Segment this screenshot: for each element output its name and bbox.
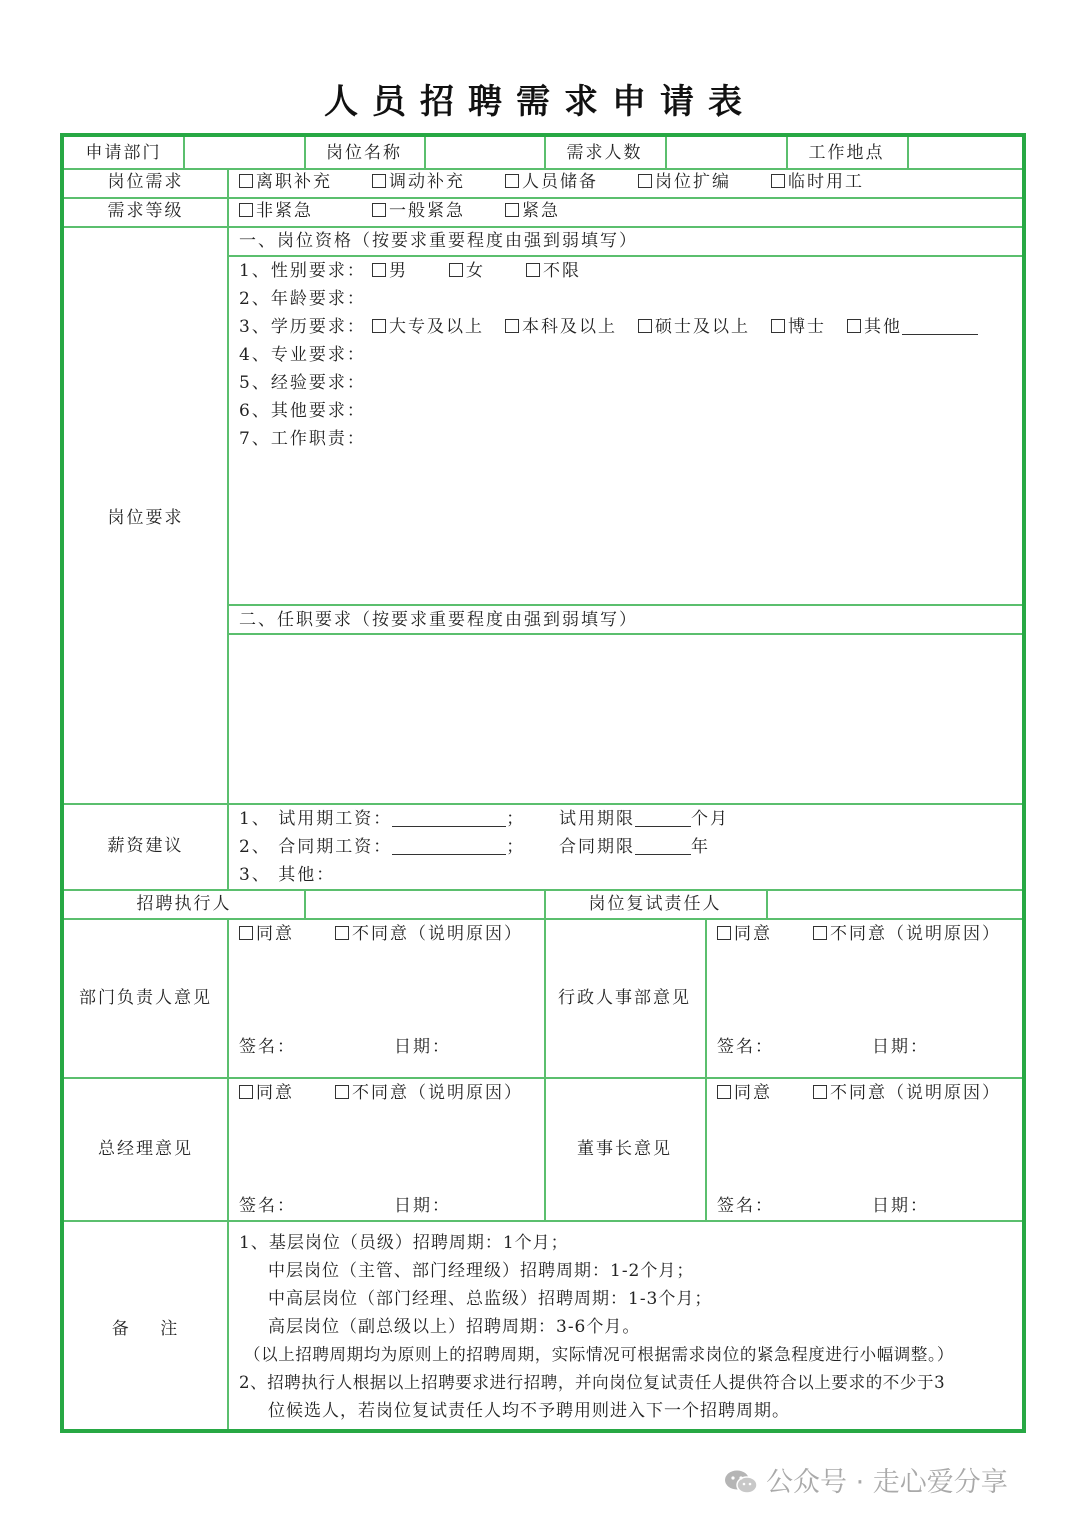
chairman-sign: 签名： <box>717 1196 774 1216</box>
demand-option-reserve[interactable]: 人员储备 <box>505 172 598 192</box>
demand-option-temp[interactable]: 临时用工 <box>771 172 864 192</box>
notes-line-1: 1、基层岗位（员级）招聘周期：1个月； <box>239 1233 569 1253</box>
probation-term-blank[interactable] <box>635 810 691 827</box>
gender-label: 1、性别要求： <box>239 261 366 281</box>
urgency-label: 需求等级 <box>107 201 184 221</box>
notes-line-5: （以上招聘周期均为原则上的招聘周期，实际情况可根据需求岗位的紧急程度进行小幅调整。） <box>244 1345 954 1364</box>
edu-option-master[interactable]: 硕士及以上 <box>638 317 750 337</box>
other-req-label: 6、其他要求： <box>239 401 366 421</box>
checkbox-icon <box>813 926 827 940</box>
section1-title: 一、岗位资格（按要求重要程度由强到弱填写） <box>239 231 638 251</box>
hr-agree[interactable]: 同意 <box>717 924 772 944</box>
watermark: 公众号 · 走心爱分享 <box>724 1460 1008 1499</box>
checkbox-icon <box>239 926 253 940</box>
contract-term-line: 合同期限 年 <box>559 837 710 857</box>
dept-head-opinion-label: 部门负责人意见 <box>79 988 212 1008</box>
gm-date: 日期： <box>394 1196 451 1216</box>
experience-label: 5、经验要求： <box>239 373 366 393</box>
hr-sign: 签名： <box>717 1037 774 1057</box>
headcount-label: 需求人数 <box>566 143 643 163</box>
checkbox-icon <box>771 319 785 333</box>
checkbox-icon <box>335 926 349 940</box>
checkbox-icon <box>335 1085 349 1099</box>
form-title: 人员招聘需求申请表 <box>324 82 756 122</box>
checkbox-icon <box>505 319 519 333</box>
reviewer-label: 岗位复试责任人 <box>588 894 722 914</box>
location-input[interactable] <box>908 139 1020 166</box>
probation-pay-blank[interactable] <box>392 810 506 827</box>
salary-label: 薪资建议 <box>107 836 184 856</box>
wechat-icon <box>724 1469 758 1495</box>
dept-input[interactable] <box>184 139 303 166</box>
notes-line-7: 位候选人，若岗位复试责任人均不予聘用则进入下一个招聘周期。 <box>268 1401 790 1421</box>
notes-line-3: 中高层岗位（部门经理、总监级）招聘周期：1-3个月； <box>268 1289 713 1309</box>
checkbox-icon <box>372 319 386 333</box>
location-label: 工作地点 <box>808 143 885 163</box>
gm-agree[interactable]: 同意 <box>239 1083 294 1103</box>
gm-opinion-label: 总经理意见 <box>98 1139 193 1159</box>
demand-option-resign[interactable]: 离职补充 <box>239 172 332 192</box>
position-input[interactable] <box>425 139 543 166</box>
contract-term-blank[interactable] <box>635 838 691 855</box>
executor-label: 招聘执行人 <box>136 894 232 914</box>
edu-other-blank[interactable] <box>902 318 978 335</box>
gender-option-female[interactable]: 女 <box>449 261 485 281</box>
checkbox-icon <box>526 263 540 277</box>
chairman-opinion-label: 董事长意见 <box>577 1139 672 1159</box>
checkbox-icon <box>847 319 861 333</box>
contract-pay-blank[interactable] <box>392 838 506 855</box>
checkbox-icon <box>717 926 731 940</box>
checkbox-icon <box>717 1085 731 1099</box>
demand-label: 岗位需求 <box>107 172 184 192</box>
dept-head-sign: 签名： <box>239 1037 296 1057</box>
notes-line-6: 2、招聘执行人根据以上招聘要求进行招聘，并向岗位复试责任人提供符合以上要求的不少于3 <box>239 1373 946 1392</box>
urgency-option-urgent[interactable]: 紧急 <box>505 201 560 221</box>
dept-head-agree[interactable]: 同意 <box>239 924 294 944</box>
notes-label: 备 注 <box>111 1319 180 1339</box>
gender-option-any[interactable]: 不限 <box>526 261 581 281</box>
dept-head-date: 日期： <box>394 1037 451 1057</box>
edu-option-other[interactable]: 其他 <box>847 317 978 337</box>
checkbox-icon <box>239 203 253 217</box>
probation-pay-line: 1、 试用期工资： ； <box>239 809 526 829</box>
notes-line-2: 中层岗位（主管、部门经理级）招聘周期：1-2个月； <box>268 1261 695 1281</box>
notes-line-4: 高层岗位（副总级以上）招聘周期：3-6个月。 <box>268 1317 641 1337</box>
contract-pay-line: 2、 合同期工资： ； <box>239 837 526 857</box>
executor-input[interactable] <box>306 891 542 917</box>
chairman-agree[interactable]: 同意 <box>717 1083 772 1103</box>
checkbox-icon <box>239 1085 253 1099</box>
urgency-option-normal[interactable]: 非紧急 <box>239 201 313 221</box>
checkbox-icon <box>771 174 785 188</box>
chairman-disagree[interactable]: 不同意（说明原因） <box>813 1083 1001 1103</box>
edu-option-bachelor[interactable]: 本科及以上 <box>505 317 617 337</box>
dept-label: 申请部门 <box>85 143 162 163</box>
section2-content-area[interactable] <box>229 635 1021 801</box>
edu-option-phd[interactable]: 博士 <box>771 317 826 337</box>
demand-option-expand[interactable]: 岗位扩编 <box>638 172 731 192</box>
edu-option-college[interactable]: 大专及以上 <box>372 317 484 337</box>
age-label: 2、年龄要求： <box>239 289 366 309</box>
checkbox-icon <box>449 263 463 277</box>
checkbox-icon <box>505 174 519 188</box>
hr-opinion-label: 行政人事部意见 <box>558 988 691 1008</box>
requirements-label: 岗位要求 <box>107 508 184 528</box>
salary-other-label: 3、 其他： <box>239 865 336 885</box>
demand-option-transfer[interactable]: 调动补充 <box>372 172 465 192</box>
edu-label: 3、学历要求： <box>239 317 366 337</box>
checkbox-icon <box>638 319 652 333</box>
gm-sign: 签名： <box>239 1196 296 1216</box>
gender-option-male[interactable]: 男 <box>372 261 408 281</box>
section2-title: 二、任职要求（按要求重要程度由强到弱填写） <box>239 610 638 630</box>
major-label: 4、专业要求： <box>239 345 366 365</box>
reviewer-input[interactable] <box>768 891 1020 917</box>
dept-head-disagree[interactable]: 不同意（说明原因） <box>335 924 523 944</box>
checkbox-icon <box>372 203 386 217</box>
probation-term-line: 试用期限 个月 <box>559 809 729 829</box>
form-frame <box>60 133 1026 1433</box>
hr-date: 日期： <box>872 1037 929 1057</box>
chairman-date: 日期： <box>872 1196 929 1216</box>
checkbox-icon <box>372 174 386 188</box>
duty-label: 7、工作职责： <box>239 429 366 449</box>
checkbox-icon <box>372 263 386 277</box>
hr-disagree[interactable]: 不同意（说明原因） <box>813 924 1001 944</box>
position-label: 岗位名称 <box>326 143 402 163</box>
checkbox-icon <box>239 174 253 188</box>
headcount-input[interactable] <box>666 139 785 166</box>
checkbox-icon <box>638 174 652 188</box>
checkbox-icon <box>505 203 519 217</box>
checkbox-icon <box>813 1085 827 1099</box>
gm-disagree[interactable]: 不同意（说明原因） <box>335 1083 523 1103</box>
urgency-option-medium[interactable]: 一般紧急 <box>372 201 465 221</box>
